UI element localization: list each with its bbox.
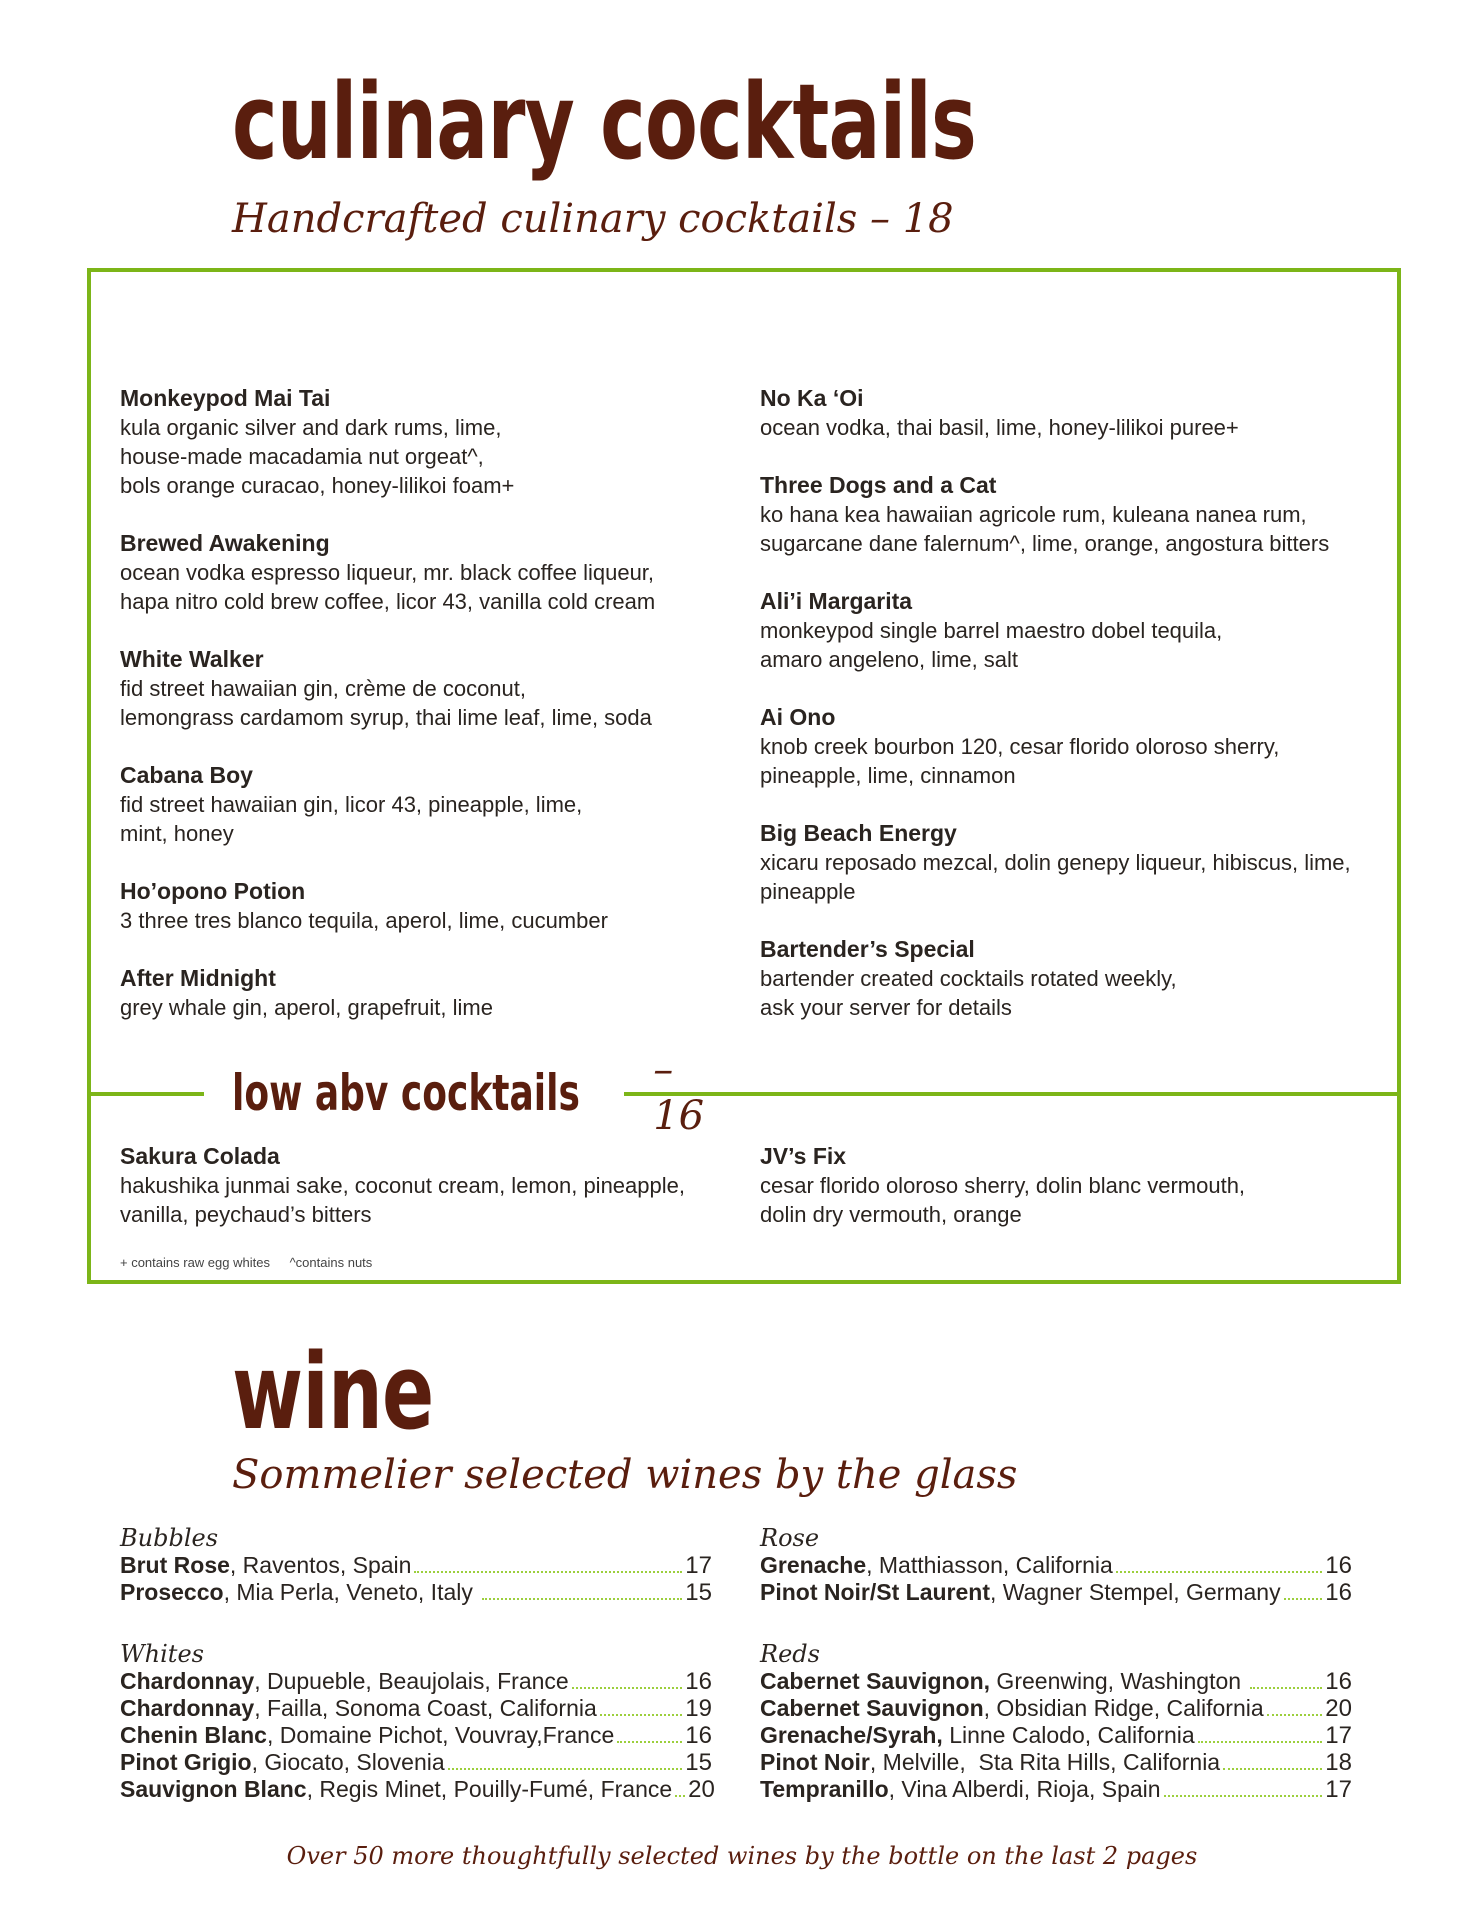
dot-leader	[448, 1768, 683, 1770]
wine-grape: Grenache	[760, 1552, 867, 1578]
cocktail-description: ocean vodka, thai basil, lime, honey-lilikoi puree+	[760, 415, 1239, 440]
cocktail-item	[120, 1142, 730, 1229]
wine-price: 16	[1325, 1668, 1352, 1695]
cocktail-name: Ali’i Margarita	[760, 588, 913, 614]
wine-producer: , Failla, Sonoma Coast, California	[254, 1695, 597, 1721]
wine-grape: Chenin Blanc	[120, 1722, 267, 1748]
wine-price: 17	[685, 1552, 712, 1579]
cocktail-item	[120, 529, 730, 616]
wine-row	[120, 1722, 712, 1749]
wine-grape: Brut Rose	[120, 1552, 230, 1578]
cocktail-description: fid street hawaiian gin, crème de coconut, lemongrass cardamom syrup, thai lime leaf, lime, soda	[120, 676, 652, 730]
cocktail-item	[760, 935, 1370, 1022]
cocktails-subtitle: Handcrafted culinary cocktails – 18	[232, 196, 954, 242]
cocktail-name: Big Beach Energy	[760, 820, 957, 846]
wine-category-label: Whites	[120, 1640, 204, 1668]
wine-producer: , Matthiasson, California	[866, 1552, 1113, 1578]
cocktail-description: knob creek bourbon 120, cesar florido oloroso sherry, pineapple, lime, cinnamon	[760, 734, 1280, 788]
wine-subtitle: Sommelier selected wines by the glass	[232, 1452, 1018, 1498]
page-title-wine: wine	[232, 1331, 434, 1453]
wine-column-right	[760, 1524, 1352, 1837]
dot-leader	[1223, 1768, 1322, 1770]
wine-grape: Pinot Noir/St Laurent	[760, 1579, 990, 1605]
wine-category-label: Rose	[760, 1524, 820, 1552]
dot-leader	[1116, 1571, 1322, 1573]
dot-leader	[1164, 1795, 1323, 1797]
wine-row	[760, 1722, 1352, 1749]
low-abv-column-left	[120, 1142, 730, 1258]
dot-leader	[572, 1687, 683, 1689]
wine-producer: , Dupueble, Beaujolais, France	[254, 1668, 569, 1694]
low-abv-heading	[204, 1047, 705, 1139]
wine-producer: , Domaine Pichot, Vouvray,France	[266, 1722, 615, 1748]
cocktail-description: kula organic silver and dark rums, lime, house-made macadamia nut orgeat^, bols orange curacao, honey-lilikoi foam+	[120, 415, 515, 498]
cocktail-description: ko hana kea hawaiian agricole rum, kuleana nanea rum, sugarcane dane falernum^, lime, orange, angostura bitters	[760, 502, 1330, 556]
dot-leader	[1250, 1687, 1322, 1689]
wine-grape: Tempranillo	[760, 1776, 889, 1802]
cocktail-item	[120, 964, 730, 1022]
cocktail-description: 3 three tres blanco tequila, aperol, lime, cucumber	[120, 908, 608, 933]
cocktail-item	[120, 384, 730, 500]
dot-leader	[600, 1714, 683, 1716]
cocktail-name: Brewed Awakening	[120, 530, 330, 556]
wine-grape: Chardonnay	[120, 1668, 255, 1694]
cocktail-item	[760, 384, 1370, 442]
dot-leader	[1284, 1598, 1323, 1600]
wine-price: 20	[688, 1776, 715, 1803]
wine-price: 16	[1325, 1552, 1352, 1579]
cocktail-item	[120, 761, 730, 848]
cocktail-description: fid street hawaiian gin, licor 43, pineapple, lime, mint, honey	[120, 792, 583, 846]
wine-price: 20	[1325, 1695, 1352, 1722]
wine-row	[120, 1668, 712, 1695]
wine-grape: Sauvignon Blanc	[120, 1776, 307, 1802]
allergy-note	[120, 1255, 388, 1270]
wine-producer: , Melville, Sta Rita Hills, California	[869, 1749, 1221, 1775]
wine-producer: , Giocato, Slovenia	[251, 1749, 445, 1775]
cocktail-item	[760, 587, 1370, 674]
low-abv-title: low abv cocktails	[232, 1064, 580, 1122]
cocktail-name: Ho’opono Potion	[120, 878, 306, 904]
wine-producer: , Regis Minet, Pouilly-Fumé, France	[306, 1776, 673, 1802]
wine-row	[120, 1749, 712, 1776]
wine-price: 18	[1325, 1749, 1352, 1776]
wine-category-label: Bubbles	[120, 1524, 219, 1552]
wine-row	[760, 1579, 1352, 1606]
cocktail-name: White Walker	[120, 646, 264, 672]
wine-producer: , Vina Alberdi, Rioja, Spain	[888, 1776, 1161, 1802]
wine-category-group	[760, 1524, 1352, 1606]
wine-price: 17	[1325, 1722, 1352, 1749]
cocktail-name: Sakura Colada	[120, 1143, 280, 1169]
cocktail-item	[760, 819, 1370, 906]
wine-grape: Grenache/Syrah,	[760, 1722, 943, 1748]
wine-price: 17	[1325, 1776, 1352, 1803]
wine-category-group	[120, 1524, 712, 1606]
cocktail-name: After Midnight	[120, 965, 276, 991]
wine-producer: , Wagner Stempel, Germany	[990, 1579, 1281, 1605]
wine-producer: , Mia Perla, Veneto, Italy	[223, 1579, 480, 1605]
footer-note: Over 50 more thoughtfully selected wines by the bottle on the last 2 pages	[286, 1842, 1198, 1870]
egg-note: + contains raw egg whites	[120, 1255, 270, 1270]
wine-row	[760, 1668, 1352, 1695]
nuts-note: ^contains nuts	[289, 1255, 373, 1270]
cocktail-name: JV’s Fix	[760, 1143, 847, 1169]
cocktail-name: Bartender’s Special	[760, 936, 975, 962]
dot-leader	[617, 1741, 682, 1743]
wine-row	[120, 1579, 712, 1606]
wine-grape: Pinot Grigio	[120, 1749, 252, 1775]
wine-row	[760, 1695, 1352, 1722]
wine-producer: Linne Calodo, California	[942, 1722, 1195, 1748]
wine-price: 19	[685, 1695, 712, 1722]
wine-category-group	[760, 1640, 1352, 1803]
page-title-cocktails: culinary cocktails	[232, 61, 977, 183]
cocktail-name: Cabana Boy	[120, 762, 253, 788]
wine-grape: Chardonnay	[120, 1695, 255, 1721]
cocktail-item	[120, 645, 730, 732]
cocktail-item	[760, 1142, 1370, 1229]
cocktail-name: Ai Ono	[760, 704, 836, 730]
cocktail-description: bartender created cocktails rotated weekly, ask your server for details	[760, 966, 1177, 1020]
cocktail-column-right	[760, 384, 1370, 1051]
cocktail-description: ocean vodka espresso liqueur, mr. black coffee liqueur, hapa nitro cold brew coffee, licor 43, vanilla cold cream	[120, 560, 656, 614]
cocktail-item	[760, 471, 1370, 558]
dot-leader	[1198, 1741, 1323, 1743]
wine-row	[120, 1552, 712, 1579]
low-abv-column-right	[760, 1142, 1370, 1258]
wine-producer: , Obsidian Ridge, California	[983, 1695, 1264, 1721]
dot-leader	[675, 1795, 685, 1797]
cocktail-description: monkeypod single barrel maestro dobel tequila, amaro angeleno, lime, salt	[760, 618, 1223, 672]
wine-producer: Greenwing, Washington	[990, 1668, 1248, 1694]
wine-price: 15	[685, 1749, 712, 1776]
wine-grape: Pinot Noir	[760, 1749, 870, 1775]
wine-producer: , Raventos, Spain	[229, 1552, 412, 1578]
wine-price: 16	[1325, 1579, 1352, 1606]
wine-row	[120, 1695, 712, 1722]
cocktail-description: xicaru reposado mezcal, dolin genepy liqueur, hibiscus, lime, pineapple	[760, 850, 1351, 904]
low-abv-price: – 16	[653, 1047, 705, 1139]
wine-grape: Cabernet Sauvignon	[760, 1695, 984, 1721]
cocktail-name: Three Dogs and a Cat	[760, 472, 997, 498]
wine-row	[760, 1552, 1352, 1579]
wine-price: 16	[685, 1722, 712, 1749]
wine-price: 16	[685, 1668, 712, 1695]
wine-category-label: Reds	[760, 1640, 820, 1668]
cocktail-column-left	[120, 384, 730, 1051]
dot-leader	[482, 1598, 682, 1600]
wine-price: 15	[685, 1579, 712, 1606]
cocktail-description: grey whale gin, aperol, grapefruit, lime	[120, 995, 493, 1020]
wine-grape: Cabernet Sauvignon,	[760, 1668, 991, 1694]
wine-category-group	[120, 1640, 715, 1803]
cocktail-description: hakushika junmai sake, coconut cream, lemon, pineapple, vanilla, peychaud’s bitters	[120, 1173, 685, 1227]
dot-leader	[414, 1571, 682, 1573]
wine-column-left	[120, 1524, 715, 1837]
wine-row	[120, 1776, 715, 1803]
cocktail-name: No Ka ‘Oi	[760, 385, 864, 411]
cocktail-name: Monkeypod Mai Tai	[120, 385, 331, 411]
wine-row	[760, 1776, 1352, 1803]
cocktail-item	[760, 703, 1370, 790]
wine-grape: Prosecco	[120, 1579, 224, 1605]
cocktail-item	[120, 877, 730, 935]
wine-row	[760, 1749, 1352, 1776]
dot-leader	[1267, 1714, 1323, 1716]
cocktail-description: cesar florido oloroso sherry, dolin blanc vermouth, dolin dry vermouth, orange	[760, 1173, 1246, 1227]
